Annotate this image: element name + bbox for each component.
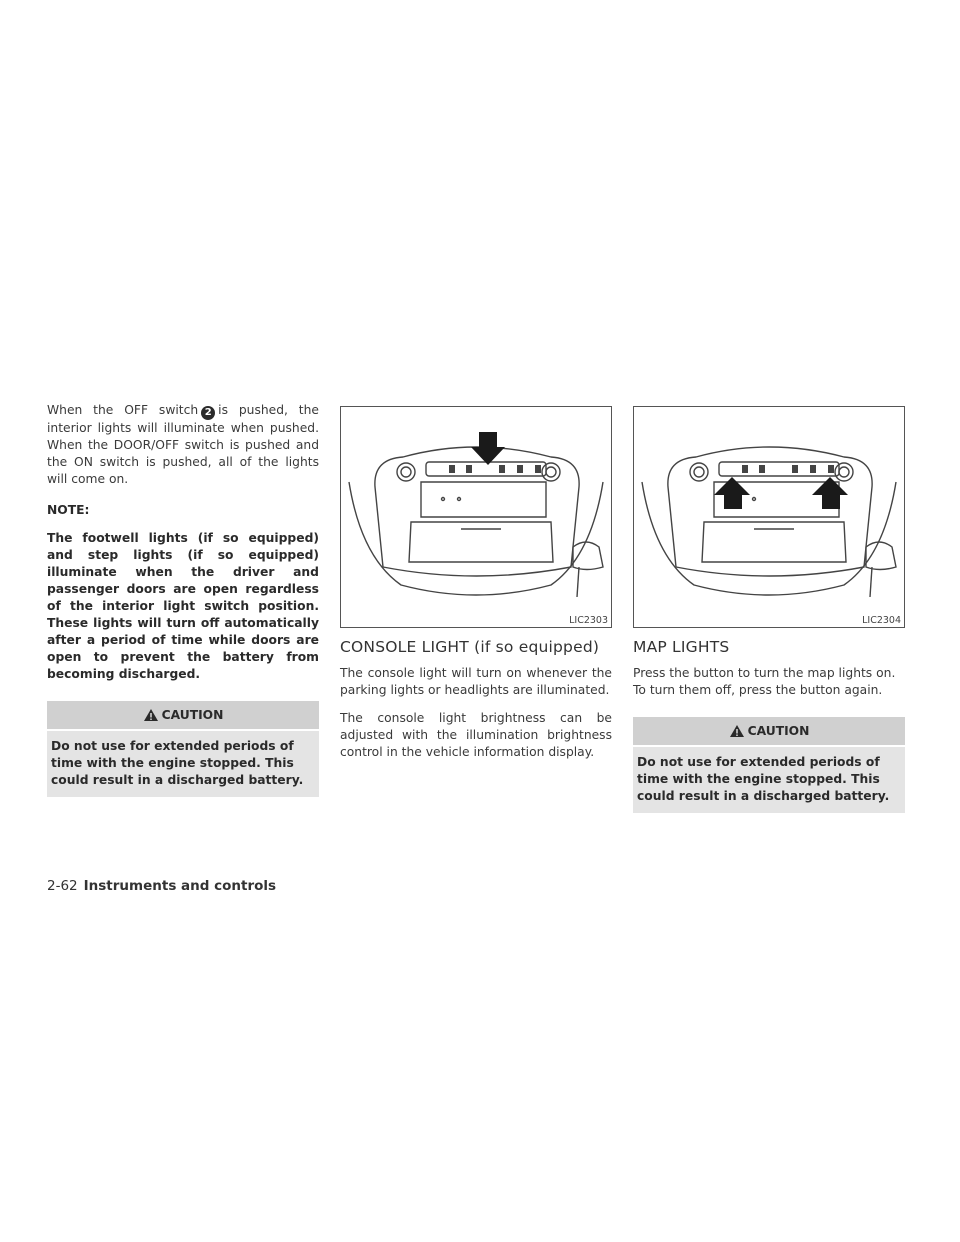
switch-number-badge: 2 (201, 406, 215, 420)
caution-text: Do not use for extended periods of time with the engine stopped. This could result in a discharged battery. (47, 729, 319, 797)
middle-column (340, 402, 612, 761)
caution-header (47, 701, 319, 729)
map-lights-illustration (634, 407, 904, 627)
map-lights-paragraph: Press the button to turn the map lights on. To turn them off, press the button again. (633, 666, 896, 697)
page-footer (47, 878, 276, 894)
warning-icon (143, 708, 159, 722)
console-paragraph-2: The console light brightness can be adjusted with the illumination brightness control in the vehicle information display. (340, 711, 612, 759)
caution-title: CAUTION (161, 708, 224, 722)
caution-box (633, 717, 905, 813)
paragraph-text: is pushed, the interior lights will illuminate when pushed. When the DOOR/OFF switch is pushed and the ON switch is pushed, all of the lights will come on. (47, 403, 319, 486)
console-light-figure (340, 406, 612, 628)
console-light-illustration (341, 407, 611, 627)
paragraph-text: When the OFF switch (47, 403, 199, 417)
console-light-heading: CONSOLE LIGHT (if so equipped) (340, 638, 600, 656)
caution-header (633, 717, 905, 745)
section-title: Instruments and controls (83, 878, 277, 894)
right-column (633, 402, 905, 813)
map-lights-figure (633, 406, 905, 628)
warning-icon (729, 724, 745, 738)
left-column (47, 402, 319, 797)
figure-label: LIC2304 (862, 615, 901, 626)
caution-title: CAUTION (747, 724, 810, 738)
page-number: 2-62 (47, 878, 78, 894)
off-switch-paragraph (47, 402, 319, 488)
console-paragraph-1: The console light will turn on whenever the parking lights or headlights are illuminated. (340, 666, 612, 697)
caution-box (47, 701, 319, 797)
figure-label: LIC2303 (569, 615, 608, 626)
note-label: NOTE: (47, 503, 90, 517)
caution-text: Do not use for extended periods of time with the engine stopped. This could result in a discharged battery. (633, 745, 905, 813)
note-text: The footwell lights (if so equipped) and step lights (if so equipped) illuminate when the driver and passenger doors are open regardless of the interior light switch position. These lights will turn off automatically after a period of time while doors are open to prevent the battery from becoming discharged. (47, 531, 319, 681)
map-lights-heading: MAP LIGHTS (633, 638, 730, 656)
